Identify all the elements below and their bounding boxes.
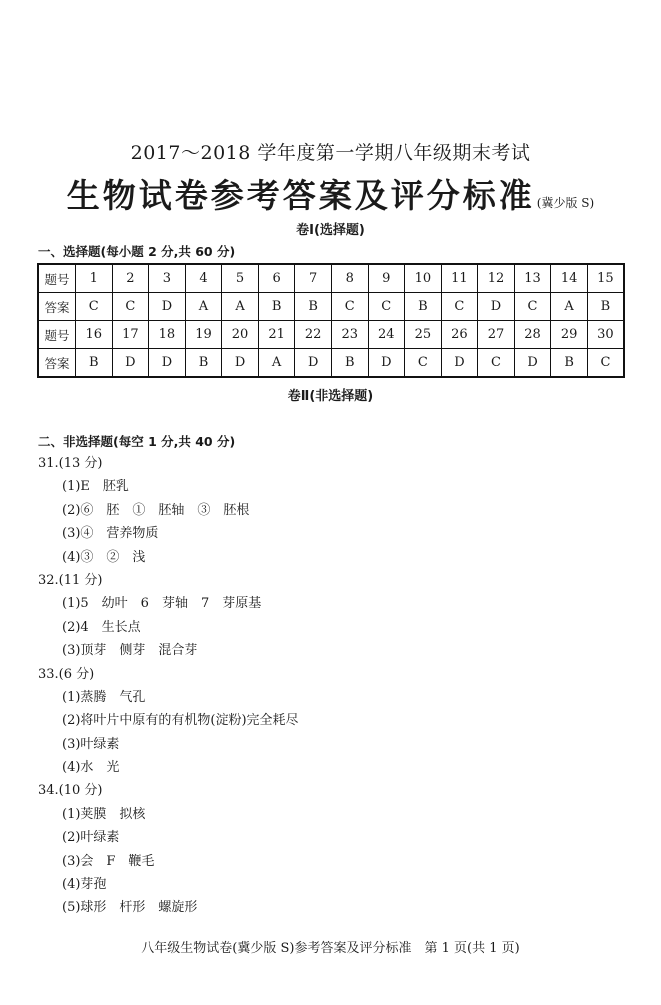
answer-cell: D: [368, 349, 405, 378]
answer-cell: B: [295, 293, 332, 321]
title-block: [0, 170, 661, 217]
question-number-cell: 30: [587, 321, 624, 349]
answer-line: (3)会 F 鞭毛: [62, 853, 155, 869]
answer-cell: A: [258, 349, 295, 378]
answer-cell: C: [514, 293, 551, 321]
answer-line: (4)水 光: [62, 760, 120, 776]
question-number-cell: 13: [514, 264, 551, 293]
question-number-cell: 28: [514, 321, 551, 349]
answer-cell: B: [258, 293, 295, 321]
answer-cell: D: [514, 349, 551, 378]
answer-header: 答案: [38, 293, 76, 321]
question-number-cell: 17: [112, 321, 149, 349]
answer-cell: B: [76, 349, 113, 378]
section2-heading: 二、非选择题(每空 1 分,共 40 分): [38, 434, 236, 449]
answer-header: 答案: [38, 349, 76, 378]
question-number-cell: 7: [295, 264, 332, 293]
question-number-cell: 10: [405, 264, 442, 293]
question-number-cell: 12: [478, 264, 515, 293]
question-number-header: 题号: [38, 321, 76, 349]
answer-cell: C: [405, 349, 442, 378]
exam-subtitle: 2017～2018 学年度第一学期八年级期末考试: [130, 142, 531, 164]
answer-row: [38, 349, 624, 378]
answer-line: (2)⑥ 胚 ① 胚轴 ③ 胚根: [62, 502, 250, 518]
question-number-cell: 16: [76, 321, 113, 349]
question-number-cell: 20: [222, 321, 259, 349]
question-number-cell: 21: [258, 321, 295, 349]
question-heading: 34.(10 分): [38, 783, 103, 799]
answer-cell: B: [331, 349, 368, 378]
answer-cell: B: [185, 349, 222, 378]
answer-line: (3)顶芽 侧芽 混合芽: [62, 643, 198, 659]
question-number-cell: 25: [405, 321, 442, 349]
question-number-cell: 19: [185, 321, 222, 349]
answer-cell: D: [112, 349, 149, 378]
question-number-cell: 9: [368, 264, 405, 293]
question-number-cell: 15: [587, 264, 624, 293]
answer-cell: C: [331, 293, 368, 321]
answer-cell: D: [222, 349, 259, 378]
question-number-cell: 4: [185, 264, 222, 293]
question-number-row: [38, 264, 624, 293]
answer-lines: [38, 452, 638, 920]
question-heading: 32.(11 分): [38, 572, 103, 588]
question-number-cell: 6: [258, 264, 295, 293]
question-number-cell: 3: [149, 264, 186, 293]
answer-cell: C: [587, 349, 624, 378]
answer-line: (5)球形 杆形 螺旋形: [62, 900, 198, 916]
answer-line: (2)叶绿素: [62, 830, 120, 846]
question-number-cell: 23: [331, 321, 368, 349]
answer-cell: C: [441, 293, 478, 321]
answer-table: [37, 263, 625, 378]
answer-line: (1)蒸腾 气孔: [62, 689, 146, 705]
answer-cell: B: [587, 293, 624, 321]
answer-line: (1)荚膜 拟核: [62, 806, 146, 822]
question-heading: 33.(6 分): [38, 666, 95, 682]
answer-cell: C: [368, 293, 405, 321]
answer-line: (1)E 胚乳: [62, 479, 129, 495]
answer-line: (2)4 生长点: [62, 619, 141, 635]
answer-line: (2)将叶片中原有的有机物(淀粉)完全耗尽: [62, 713, 299, 729]
answer-cell: C: [112, 293, 149, 321]
answer-row: [38, 293, 624, 321]
answer-line: (4)③ ② 浅: [62, 549, 146, 565]
question-number-cell: 29: [551, 321, 588, 349]
answer-cell: D: [149, 293, 186, 321]
answer-cell: C: [478, 349, 515, 378]
page-footer: 八年级生物试卷(冀少版 S)参考答案及评分标准 第 1 页(共 1 页): [141, 941, 520, 956]
answer-cell: A: [551, 293, 588, 321]
document-title: 生物试卷参考答案及评分标准: [66, 176, 535, 215]
section1-heading: 一、选择题(每小题 2 分,共 60 分): [38, 244, 236, 259]
answer-line: (3)叶绿素: [62, 736, 120, 752]
question-number-cell: 22: [295, 321, 332, 349]
answer-line: (4)芽孢: [62, 877, 107, 893]
question-number-cell: 2: [112, 264, 149, 293]
answer-cell: B: [405, 293, 442, 321]
part2-label: 卷Ⅱ(非选择题): [287, 389, 374, 404]
answer-cell: B: [551, 349, 588, 378]
answer-cell: A: [222, 293, 259, 321]
answer-cell: C: [76, 293, 113, 321]
question-number-cell: 1: [76, 264, 113, 293]
answer-cell: D: [295, 349, 332, 378]
question-number-row: [38, 321, 624, 349]
question-number-cell: 14: [551, 264, 588, 293]
question-number-header: 题号: [38, 264, 76, 293]
question-number-cell: 8: [331, 264, 368, 293]
question-number-cell: 24: [368, 321, 405, 349]
edition-label: (冀少版 S): [536, 196, 595, 210]
answer-cell: D: [149, 349, 186, 378]
question-number-cell: 26: [441, 321, 478, 349]
answer-cell: D: [478, 293, 515, 321]
answer-cell: D: [441, 349, 478, 378]
question-number-cell: 11: [441, 264, 478, 293]
answer-line: (3)④ 营养物质: [62, 526, 159, 542]
question-number-cell: 18: [149, 321, 186, 349]
question-number-cell: 27: [478, 321, 515, 349]
part1-label: 卷Ⅰ(选择题): [296, 223, 365, 238]
question-heading: 31.(13 分): [38, 456, 103, 471]
question-number-cell: 5: [222, 264, 259, 293]
answer-cell: A: [185, 293, 222, 321]
answer-line: (1)5 幼叶 6 芽轴 7 芽原基: [62, 596, 262, 612]
